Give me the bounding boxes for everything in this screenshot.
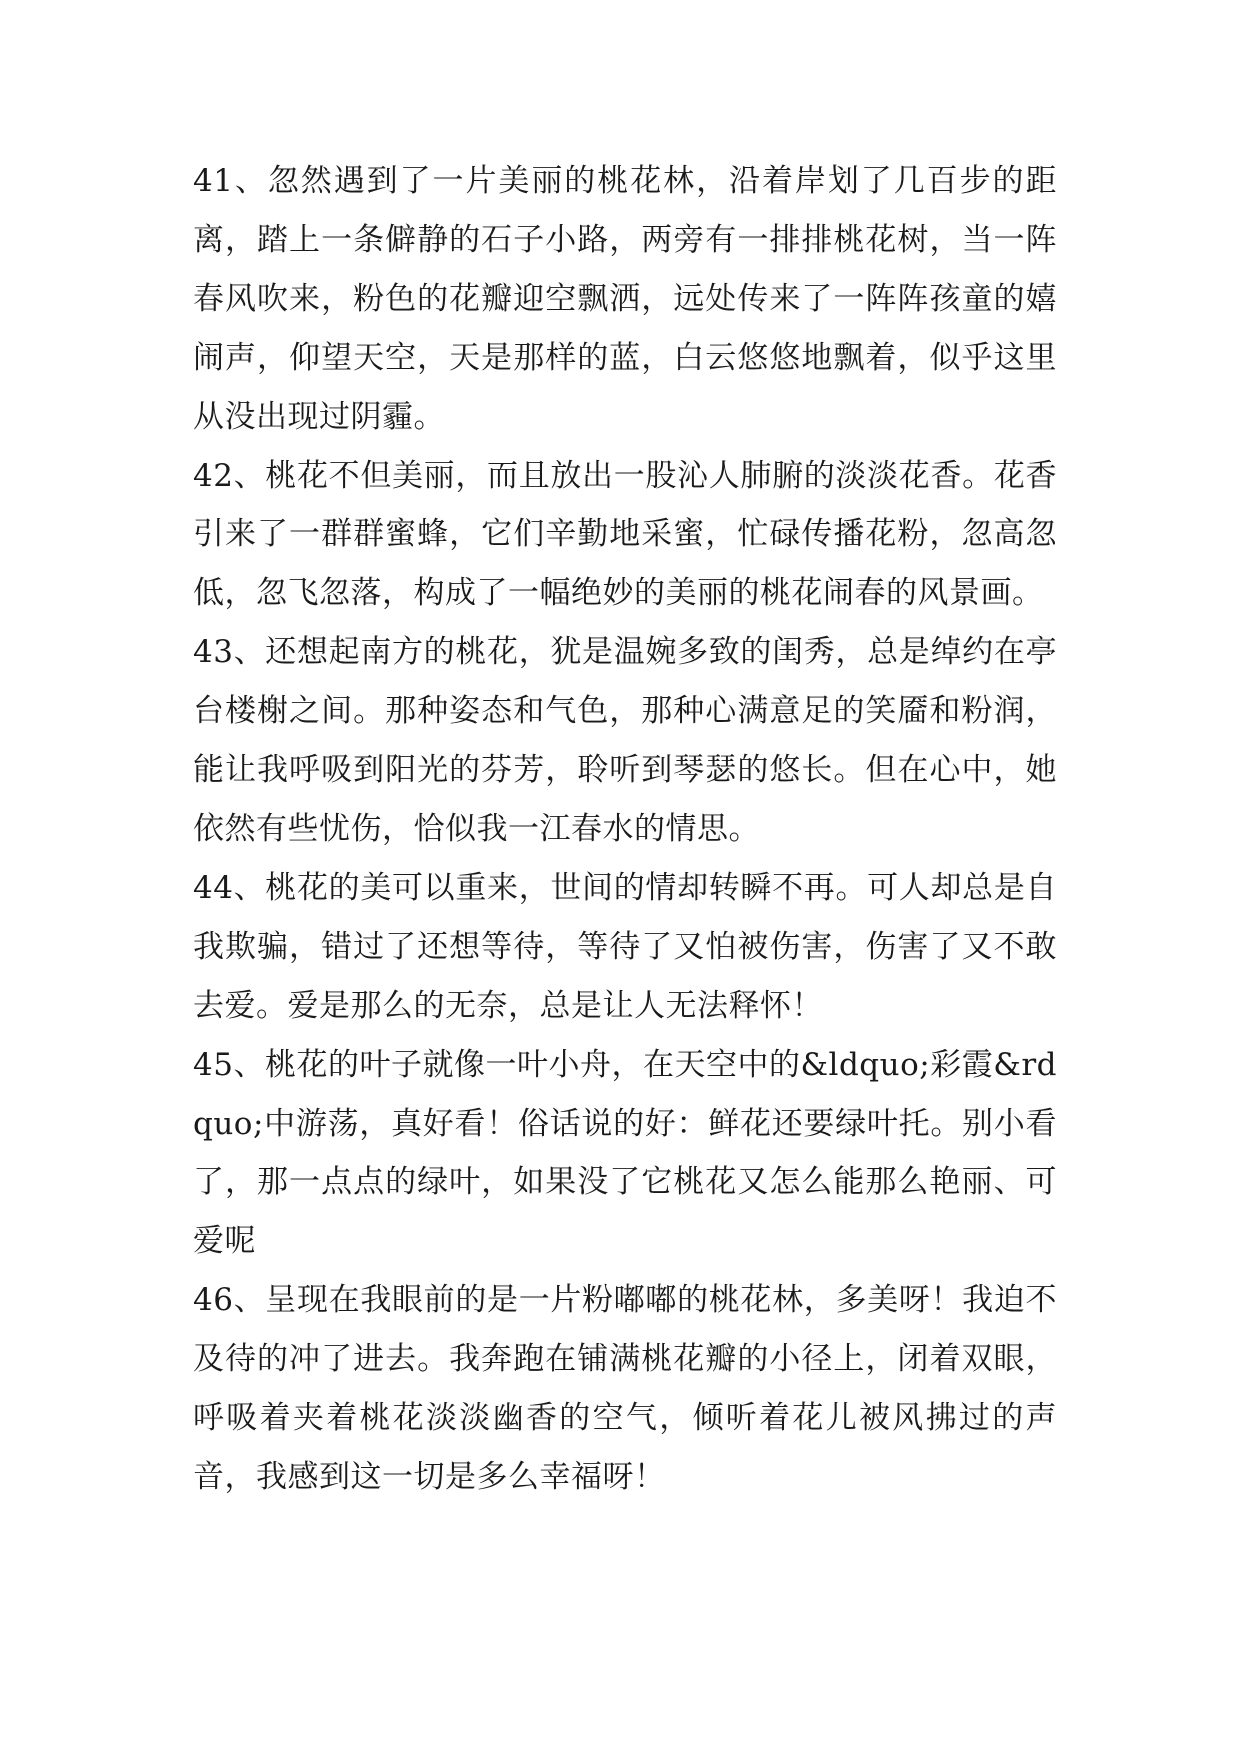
- paragraph-45: 45、桃花的叶子就像一叶小舟，在天空中的&ldquo;彩霞&rdquo;中游荡，真好看！俗话说的好：鲜花还要绿叶托。别小看了，那一点点的绿叶，如果没了它桃花又怎么能那么艳丽、可爱呢: [193, 1046, 1057, 1260]
- paragraph-44: 44、桃花的美可以重来，世间的情却转瞬不再。可人却总是自我欺骗，错过了还想等待，等待了又怕被伤害，伤害了又不敢去爱。爱是那么的无奈，总是让人无法释怀！: [193, 869, 1057, 1024]
- paragraph-41: 41、忽然遇到了一片美丽的桃花林，沿着岸划了几百步的距离，踏上一条僻静的石子小路，两旁有一排排桃花树，当一阵春风吹来，粉色的花瓣迎空飘洒，远处传来了一阵阵孩童的嬉闹声，仰望天空，天是那样的蓝，白云悠悠地飘着，似乎这里从没出现过阴霾。: [193, 163, 1057, 435]
- paragraph-46: 46、呈现在我眼前的是一片粉嘟嘟的桃花林，多美呀！我迫不及待的冲了进去。我奔跑在铺满桃花瓣的小径上，闭着双眼，呼吸着夹着桃花淡淡幽香的空气，倾听着花儿被风拂过的声音，我感到这一切是多么幸福呀！: [193, 1282, 1057, 1495]
- document-body: [193, 152, 1057, 1507]
- paragraph-43: 43、还想起南方的桃花，犹是温婉多致的闺秀，总是绰约在亭台楼榭之间。那种姿态和气色，那种心满意足的笑靥和粉润，能让我呼吸到阳光的芬芳，聆听到琴瑟的悠长。但在心中，她依然有些忧伤，恰似我一江春水的情思。: [193, 634, 1057, 847]
- paragraph-42: 42、桃花不但美丽，而且放出一股沁人肺腑的淡淡花香。花香引来了一群群蜜蜂，它们辛勤地采蜜，忙碌传播花粉，忽高忽低，忽飞忽落，构成了一幅绝妙的美丽的桃花闹春的风景画。: [193, 457, 1057, 612]
